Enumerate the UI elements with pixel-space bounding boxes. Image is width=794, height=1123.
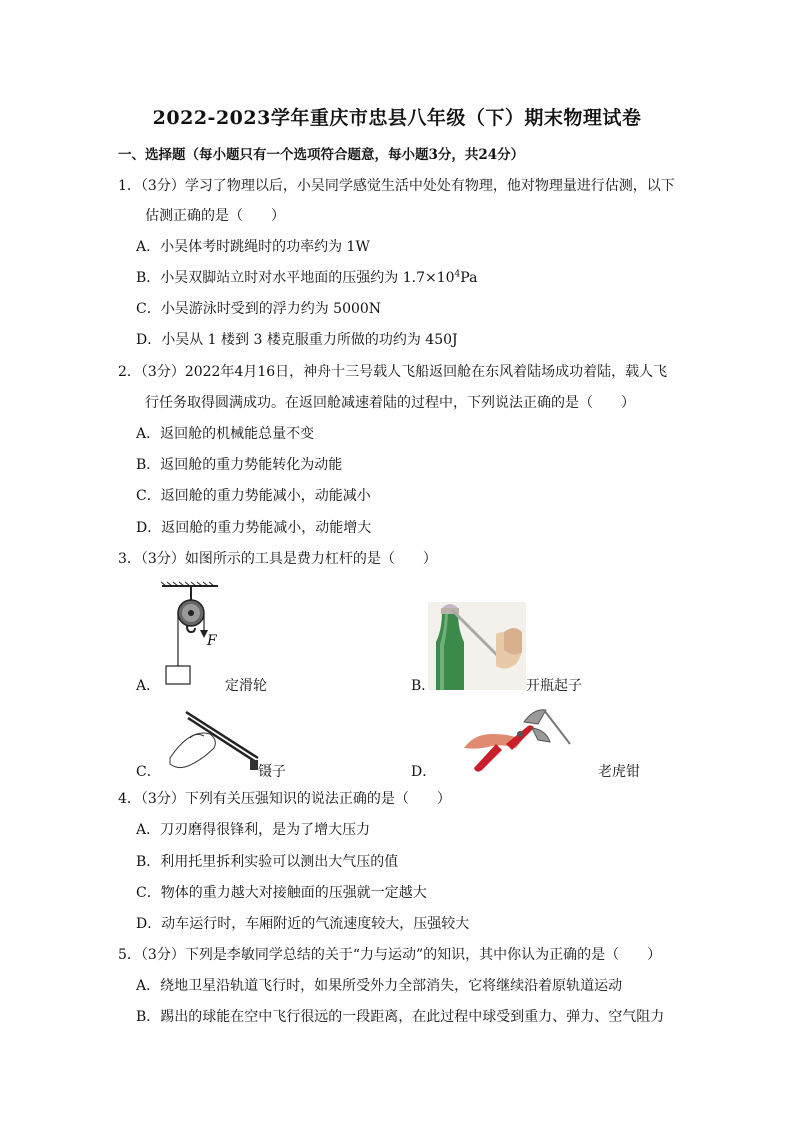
question-4-option-a: A．刀刃磨得很锋利，是为了增大压力 [136,822,371,838]
question-2-stem: 2．（3分）2022年4月16日，神舟十三号载人飞船返回舱在东风着陆场成功着陆，载人飞 [118,364,668,380]
question-2-option-d: D．返回舱的重力势能减小，动能增大 [136,520,372,536]
option-c-label: C． [136,764,161,780]
question-2-option-c: C．返回舱的重力势能减小，动能减小 [136,488,371,504]
tweezers-caption: 镊子 [258,764,286,780]
question-5-option-a: A．绕地卫星沿轨道飞行时，如果所受外力全部消失，它将继续沿着原轨道运动 [136,978,623,994]
option-d-label: D． [411,764,437,780]
question-1-option-b: B．小吴双脚站立时对水平地面的压强约为 $1.7\times 10^4Pa$ [136,269,478,286]
option-a-label: A． [136,678,161,694]
fixed-pulley-figure [160,582,230,690]
question-1-option-c: C．小吴游泳时受到的浮力约为 5000N [136,301,382,317]
question-4-option-c: C．物体的重力越大对接触面的压强就一定越大 [136,885,427,901]
question-1-stem: 1．（3分）学习了物理以后，小吴同学感觉生活中处处有物理，他对物理量进行估测，以下 [118,178,675,194]
question-5-option-b: B．踢出的球能在空中飞行很远的一段距离，在此过程中球受到重力、弹力、空气阻力 [136,1009,665,1025]
page-title: 2022-2023学年重庆市忠县八年级（下）期末物理试卷 [152,107,642,129]
bottle-opener-figure [428,602,526,690]
question-2-option-a: A．返回舱的机械能总量不变 [136,426,315,442]
bottle-opener-caption: 开瓶起子 [526,678,582,694]
section-heading: 一、选择题（每小题只有一个选项符合题意，每小题3分，共24分） [118,147,525,163]
question-1-option-a: A．小吴体考时跳绳时的功率约为 1W [136,239,370,255]
question-3-stem: 3．（3分）如图所示的工具是费力杠杆的是（ ） [118,551,437,567]
question-5-stem: 5．（3分）下列是李敏同学总结的关于“力与运动”的知识，其中你认为正确的是（ ） [118,947,662,963]
pliers-caption: 老虎钳 [598,764,640,780]
question-1-stem-cont: 估测正确的是（ ） [145,208,285,224]
question-1-option-d: D．小吴从 1 楼到 3 楼克服重力所做的功约为 450J [136,332,458,348]
force-label-f: F [207,633,217,649]
question-4-option-b: B．利用托里拆利实验可以测出大气压的值 [136,854,399,870]
pliers-figure [462,704,572,776]
question-2-option-b: B．返回舱的重力势能转化为动能 [136,457,343,473]
question-2-stem-cont: 行任务取得圆满成功。在返回舱减速着陆的过程中，下列说法正确的是（ ） [145,395,635,411]
option-b-label: B． [411,678,436,694]
tweezers-figure [170,708,262,774]
question-4-stem: 4．（3分）下列有关压强知识的说法正确的是（ ） [118,791,451,807]
fixed-pulley-caption: 定滑轮 [225,678,267,694]
question-4-option-d: D．动车运行时，车厢附近的气流速度较大，压强较大 [136,916,470,932]
